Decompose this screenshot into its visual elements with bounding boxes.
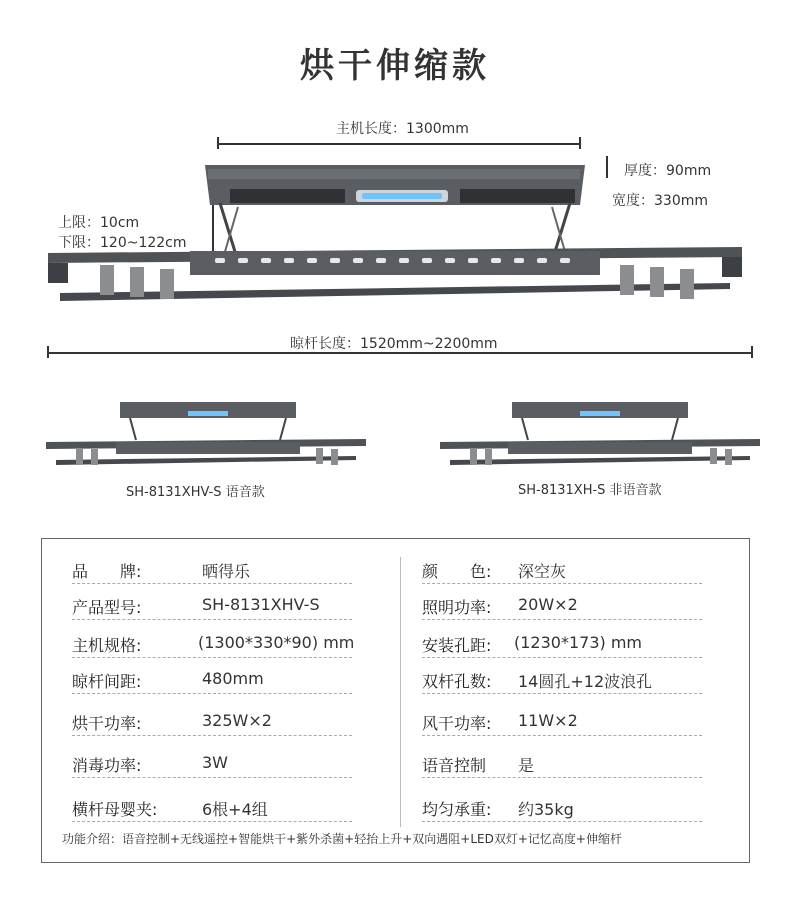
spec-value: 20W×2	[518, 595, 578, 614]
width-label: 宽度：330mm	[612, 193, 708, 209]
spec-value: 11W×2	[518, 711, 578, 730]
spec-key: 消毒功率:	[72, 756, 142, 775]
spec-row-rod-spacing	[72, 657, 352, 694]
spec-key: 照明功率:	[422, 598, 492, 617]
spec-value: SH-8131XHV-S	[202, 595, 320, 614]
spec-key: 双杆孔数:	[422, 672, 492, 691]
spec-row-rod-holes	[422, 657, 702, 694]
rod-length-line	[48, 352, 752, 354]
spec-key: 均匀承重:	[422, 800, 492, 819]
host-length-tick-left	[217, 137, 219, 149]
page-title: 烘干伸缩款	[300, 46, 490, 86]
non-voice-model-label: SH-8131XH-S 非语音款	[518, 483, 662, 498]
rod-length-label: 晾杆长度：1520mm~2200mm	[290, 336, 498, 352]
spec-row-sterilize-power	[72, 741, 352, 778]
non-voice-model-image	[440, 398, 760, 473]
spec-value: 3W	[202, 753, 228, 772]
spec-row-drying-power	[72, 699, 352, 736]
spec-row-host-size	[72, 621, 355, 658]
host-length-tick-right	[579, 137, 581, 149]
thickness-label: 厚度：90mm	[624, 163, 712, 179]
spec-row-air-dry-power	[422, 699, 702, 736]
features-text: 功能介绍：语音控制+无线遥控+智能烘干+紫外杀菌+轻抬上升+双向遇阻+LED双灯+记忆高度+伸缩杆	[62, 832, 622, 846]
spec-value: 晒得乐	[202, 562, 251, 581]
spec-value: 约35kg	[518, 800, 574, 819]
spec-row-model	[72, 583, 352, 620]
spec-key: 产品型号:	[72, 598, 142, 617]
spec-value: 14圆孔+12波浪孔	[518, 672, 653, 691]
spec-key: 横杆母婴夹:	[72, 800, 158, 819]
spec-key: 风干功率:	[422, 714, 492, 733]
host-length-line	[218, 143, 580, 145]
spec-value: (1300*330*90) mm	[198, 633, 355, 652]
lower-limit-label: 下限：120~122cm	[58, 235, 187, 251]
upper-limit-label: 上限：10cm	[58, 215, 140, 231]
spec-row-color	[422, 547, 702, 584]
spec-value: 深空灰	[518, 562, 567, 581]
spec-divider	[400, 557, 401, 827]
spec-value: 325W×2	[202, 711, 272, 730]
spec-key: 安装孔距:	[422, 636, 492, 655]
spec-row-light-power	[422, 583, 702, 620]
spec-key: 品 牌:	[72, 562, 142, 581]
host-length-label: 主机长度：1300mm	[336, 121, 469, 137]
spec-value: 480mm	[202, 669, 264, 688]
spec-value: 是	[518, 756, 535, 775]
spec-key: 烘干功率:	[72, 714, 142, 733]
rod-length-tick-left	[47, 346, 49, 358]
spec-key: 主机规格:	[72, 636, 142, 655]
spec-table	[41, 538, 750, 863]
spec-row-voice-control	[422, 741, 702, 778]
voice-model-image	[46, 398, 366, 473]
spec-key: 语音控制	[422, 756, 487, 775]
rod-length-tick-right	[751, 346, 753, 358]
drying-rack-main-image	[40, 155, 750, 315]
spec-row-clips	[72, 785, 352, 822]
spec-key: 颜 色:	[422, 562, 492, 581]
spec-value: (1230*173) mm	[514, 633, 642, 652]
spec-row-brand	[72, 547, 352, 584]
spec-row-hole-spacing	[422, 621, 702, 658]
spec-key: 晾杆间距:	[72, 672, 142, 691]
spec-row-load	[422, 785, 702, 822]
voice-model-label: SH-8131XHV-S 语音款	[126, 485, 265, 500]
spec-value: 6根+4组	[202, 800, 268, 819]
